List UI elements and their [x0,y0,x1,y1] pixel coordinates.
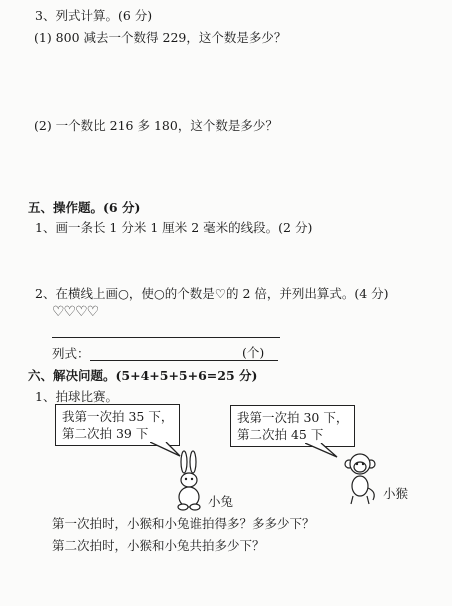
section-6-title: 六、解决问题。(5+4+5+5+6=25 分) [28,368,258,383]
monkey-label: 小猴 [383,486,409,501]
section-5-question-2: 2、在横线上画○，使○的个数是♡的 2 倍，并列出算式。(4 分) [35,286,389,301]
drawing-line[interactable] [52,337,280,338]
rabbit-bubble-line-2: 第二次拍 39 下 [62,426,149,441]
section-6-ask-1: 第一次拍时，小猴和小兔谁拍得多？多多少下？ [52,516,315,531]
rabbit-speech-bubble [55,404,180,446]
formula-label: 列式： [52,346,90,361]
formula-unit: (个) [242,345,265,360]
monkey-icon [343,450,379,506]
section-3-title: 3、列式计算。(6 分) [35,8,153,23]
formula-answer-line[interactable] [90,360,278,361]
monkey-bubble-line-1: 我第一次拍 30 下， [237,410,349,425]
section-6-question-1: 1、拍球比赛。 [35,389,118,404]
monkey-bubble-line-2: 第二次拍 45 下 [237,427,324,442]
section-3-question-1: (1) 800 减去一个数得 229，这个数是多少？ [34,30,287,45]
rabbit-icon [173,450,207,512]
hearts: ♡♡♡♡ [52,304,99,320]
monkey-speech-bubble [230,405,355,447]
rabbit-bubble-line-1: 我第一次拍 35 下， [62,409,174,424]
section-5-title: 五、操作题。(6 分) [28,200,141,215]
section-5-question-1: 1、画一条长 1 分米 1 厘米 2 毫米的线段。(2 分) [35,220,313,235]
section-6-ask-2: 第二次拍时，小猴和小兔共拍多少下？ [52,538,265,553]
rabbit-label: 小兔 [208,494,234,509]
monkey-bubble-tail [305,443,345,459]
section-3-question-2: (2) 一个数比 216 多 180，这个数是多少？ [34,118,278,133]
